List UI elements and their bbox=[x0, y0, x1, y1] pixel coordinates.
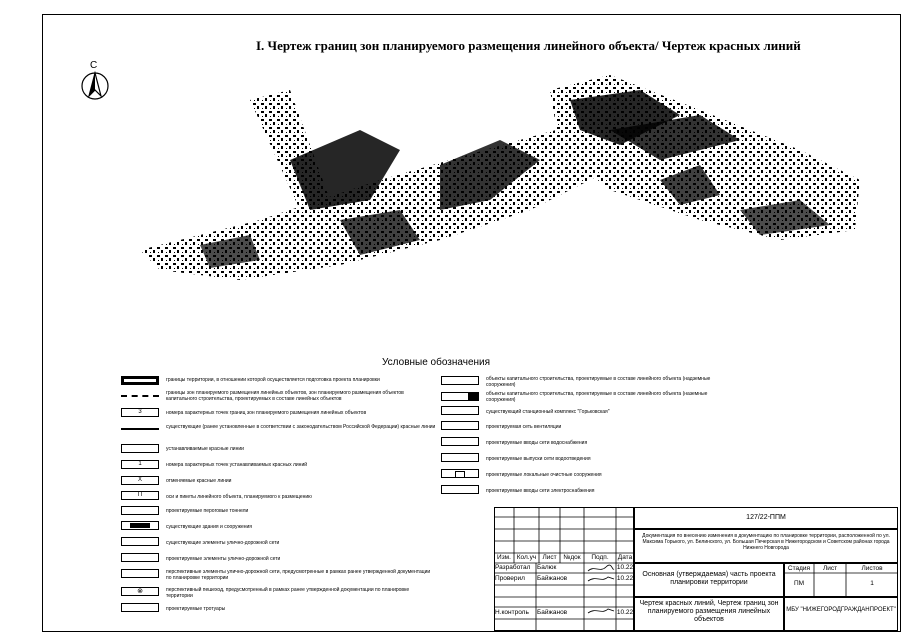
stamp-header: Кол.уч bbox=[516, 554, 537, 561]
stamp-date: 10.22 bbox=[616, 609, 634, 616]
legend-symbol-zone-border bbox=[121, 395, 159, 397]
legend-item: объекты капитального строительства, проектируемые в составе линейного объекта (наземные сооружения) bbox=[486, 391, 708, 403]
stamp-header: Изм. bbox=[497, 554, 511, 561]
legend-item: границы зон планируемого размещения линейных объектов, зон планируемого размещения объектов капитального строительства, проектируемых в составе линейных объектов bbox=[166, 390, 404, 402]
legend-symbol-sidewalks bbox=[121, 603, 159, 612]
part-title: Основная (утверждаемая) часть проекта планировки территории bbox=[642, 571, 776, 586]
legend-item: существующий станционный комплекс "Горьковская" bbox=[486, 409, 610, 415]
legend-symbol-ground bbox=[441, 392, 479, 401]
legend-symbol-power bbox=[441, 485, 479, 494]
sheets-label: Листов bbox=[861, 565, 883, 572]
legend-heading: Условные обозначения bbox=[382, 357, 491, 368]
legend-item: проектируемая сеть вентиляции bbox=[486, 424, 562, 430]
stamp-date: 10.22 bbox=[616, 575, 634, 582]
legend-symbol-red-line-points: 1 bbox=[121, 460, 159, 469]
legend-symbol-overground bbox=[441, 376, 479, 385]
legend-item: номера характерных точек устанавливаемых красных линий bbox=[166, 462, 308, 468]
legend-symbol-treatment bbox=[441, 469, 479, 478]
stamp-header: Подп. bbox=[591, 554, 609, 561]
legend-symbol-tunnels bbox=[121, 506, 159, 515]
signatures bbox=[586, 563, 616, 619]
stamp-name: Байжанов bbox=[537, 609, 568, 616]
document-description: Документация по внесению изменения в документацию по планировке территории, расположенной по ул. Максима Горького, ул. Белинского, ул. Большая Печерская в Нижегородском и Советском районах города Нижнего Новгорода bbox=[642, 533, 890, 551]
stage-label: Стадия bbox=[787, 565, 811, 572]
stage-value: ПМ bbox=[793, 580, 805, 587]
legend-item: устанавливаемые красные линии bbox=[166, 446, 244, 452]
north-arrow-icon bbox=[80, 62, 110, 102]
legend-symbol-new-red-lines bbox=[121, 444, 159, 453]
legend-symbol-station bbox=[441, 406, 479, 415]
legend-item: объекты капитального строительства, проектируемые в составе линейного объекта (надземные сооружения) bbox=[486, 376, 711, 388]
legend-symbol-ventilation bbox=[441, 421, 479, 430]
stamp-date: 10.22 bbox=[616, 564, 634, 571]
page-title: I. Чертеж границ зон планируемого размещения линейного объекта/ Чертеж красных линий bbox=[256, 38, 801, 53]
stamp-name: Балюк bbox=[537, 564, 557, 571]
organization: МБУ "НИЖЕГОРОДГРАЖДАНПРОЕКТ" bbox=[786, 607, 896, 613]
legend-symbol-point-number: 3 bbox=[121, 408, 159, 417]
legend-item: существующие элементы улично-дорожной сети bbox=[166, 540, 280, 546]
legend-item: оси и пикеты линейного объекта, планируемого к размещению bbox=[166, 494, 312, 500]
plan-map bbox=[140, 70, 880, 320]
legend-item: отменяемые красные линии bbox=[166, 478, 232, 484]
stamp-role: Проверил bbox=[495, 575, 525, 582]
legend-item: проектируемые локальные очистные сооружения bbox=[486, 472, 602, 478]
legend-item: проектируемые вводы сети электроснабжения bbox=[486, 488, 595, 494]
stamp-header: Дата bbox=[617, 554, 633, 561]
legend-item: перспективный пешеход, предусмотренный в рамках ранее утвержденной документации по планировке территории bbox=[166, 587, 410, 599]
stamp-role: Н.контроль bbox=[495, 609, 529, 616]
legend-item: проектируемые вводы сети водоснабжения bbox=[486, 440, 588, 446]
legend-symbol-existing-red-lines bbox=[121, 428, 159, 430]
stamp-header: №док bbox=[563, 554, 581, 561]
legend-symbol-buildings bbox=[121, 521, 159, 530]
legend-symbol-future-pedestrian: ⊗ bbox=[121, 587, 159, 596]
legend-item: существующие (ранее установленные в соответствии с законодательством Российской Федерации) красные линии bbox=[166, 424, 436, 430]
drawing-title: Чертеж красных линий, Чертеж границ зон планируемого размещения линейных объектов bbox=[639, 600, 779, 623]
legend-item: проектируемые элементы улично-дорожной сети bbox=[166, 556, 281, 562]
legend-symbol-existing-roads bbox=[121, 537, 159, 546]
title-block bbox=[494, 507, 898, 631]
legend-item: существующие здания и сооружения bbox=[166, 524, 253, 530]
legend-item: проектируемые тротуары bbox=[166, 606, 226, 612]
document-code: 127/22-ППМ bbox=[746, 514, 786, 521]
legend-symbol-water-supply bbox=[441, 437, 479, 446]
stamp-role: Разработал bbox=[495, 564, 531, 571]
legend-item: перспективные элементы улично-дорожной сети, предусмотренные в рамках ранее утвержденной документации по планировке территории bbox=[166, 569, 431, 581]
legend-symbol-territory-border bbox=[121, 376, 159, 385]
legend-item: проектируемые выпуски сети водоотведения bbox=[486, 456, 591, 462]
stamp-header: Лист bbox=[542, 554, 557, 561]
north-label: С bbox=[90, 60, 98, 71]
legend-item: проектируемые пероговые тоннели bbox=[166, 508, 249, 514]
legend-symbol-sewer bbox=[441, 453, 479, 462]
sheets-value: 1 bbox=[870, 580, 874, 587]
legend-symbol-axis-pickets: П bbox=[121, 491, 159, 500]
legend-item: номера характерных точек границ зон планируемого размещения линейных объектов bbox=[166, 410, 367, 416]
stamp-name: Байжанов bbox=[537, 575, 568, 582]
legend-symbol-new-roads bbox=[121, 553, 159, 562]
legend-item: границы территории, в отношении которой осуществляется подготовка проекта планировки bbox=[166, 377, 380, 383]
sheet-label: Лист bbox=[822, 565, 838, 572]
legend-symbol-cancelled-red-lines: X bbox=[121, 476, 159, 485]
legend-symbol-future-roads bbox=[121, 569, 159, 578]
